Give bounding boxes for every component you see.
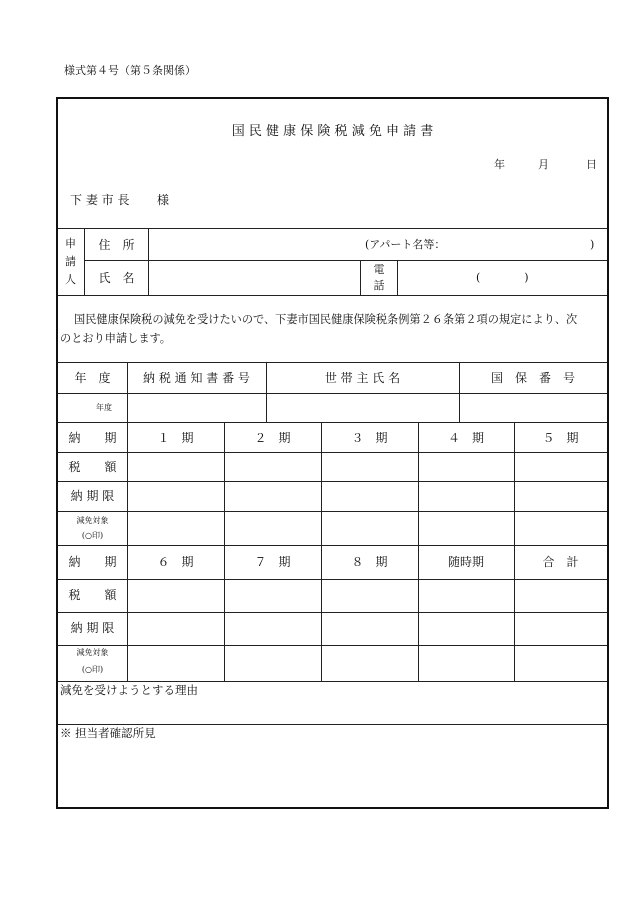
fiscal-year-field[interactable]	[59, 394, 94, 422]
period-5: ５ 期	[542, 431, 579, 445]
application-form	[56, 97, 609, 809]
applicant-label-1: 申	[65, 237, 76, 250]
request-text-line2: のとおり申請します。	[60, 332, 171, 345]
date-day: 日	[586, 158, 597, 171]
period-1: １ 期	[157, 431, 194, 445]
reason-label: 減免を受けようとする理由	[60, 683, 198, 697]
applicant-label-2: 請	[65, 255, 76, 268]
apartment-close: )	[590, 238, 595, 251]
period-6: ６ 期	[157, 555, 194, 569]
apartment-label: (アパート名等：	[365, 238, 446, 251]
fiscal-year-suffix: 年度	[96, 403, 112, 412]
row-label-exemption-1: 減免対象	[76, 516, 109, 525]
period-3: ３ 期	[351, 431, 388, 445]
date-month: 月	[538, 158, 549, 171]
period-4: ４ 期	[447, 431, 484, 445]
householder-name-field[interactable]	[267, 394, 459, 422]
row-label-exemption-1b: 減免対象	[76, 648, 109, 657]
row-label-deadline-2: 納 期 限	[70, 621, 115, 635]
name-field[interactable]	[149, 261, 360, 295]
row-label-period: 納 期	[68, 431, 117, 445]
row-label-tax: 税 額	[68, 460, 117, 474]
reason-field[interactable]	[59, 701, 607, 724]
staff-note-field	[59, 744, 607, 805]
form-number: 様式第４号（第５条関係）	[64, 64, 196, 77]
address-label: 住 所	[98, 238, 135, 252]
form-title: 国 民 健 康 保 険 税 減 免 申 請 書	[231, 124, 434, 139]
row-label-exemption-2: (○印)	[81, 531, 104, 540]
request-text-line1: 国民健康保険税の減免を受けたいので、下妻市国民健康保険税条例第２６条第２項の規定により、次	[74, 313, 578, 326]
row-label-tax-2: 税 額	[68, 588, 117, 602]
phone-label-1: 電	[373, 263, 385, 276]
date-year: 年	[494, 158, 505, 171]
applicant-label-3: 人	[65, 273, 76, 286]
header-notice-number: 納 税 通 知 書 番 号	[143, 371, 250, 385]
row-label-deadline: 納 期 限	[70, 489, 115, 503]
period-2: ２ 期	[254, 431, 291, 445]
row-label-period-2: 納 期	[68, 555, 117, 569]
period-anytime: 随時期	[447, 555, 484, 569]
addressee-honorific: 様	[157, 193, 170, 207]
addressee-name: 下 妻 市 長	[70, 193, 130, 207]
row-label-exemption-2b: (○印)	[81, 665, 104, 674]
header-fiscal-year: 年 度	[74, 371, 111, 385]
header-householder-name: 世 帯 主 氏 名	[324, 371, 401, 385]
staff-note-label: ※ 担当者確認所見	[60, 726, 156, 740]
phone-label-2: 話	[373, 279, 385, 292]
name-label: 氏 名	[98, 271, 135, 285]
period-total: 合 計	[542, 555, 579, 569]
period-7: ７ 期	[254, 555, 291, 569]
notice-number-field[interactable]	[128, 394, 266, 422]
header-insurance-number: 国 保 番 号	[490, 371, 575, 385]
insurance-number-field[interactable]	[460, 394, 607, 422]
period-8: ８ 期	[351, 555, 388, 569]
phone-paren: ( )	[476, 271, 529, 284]
